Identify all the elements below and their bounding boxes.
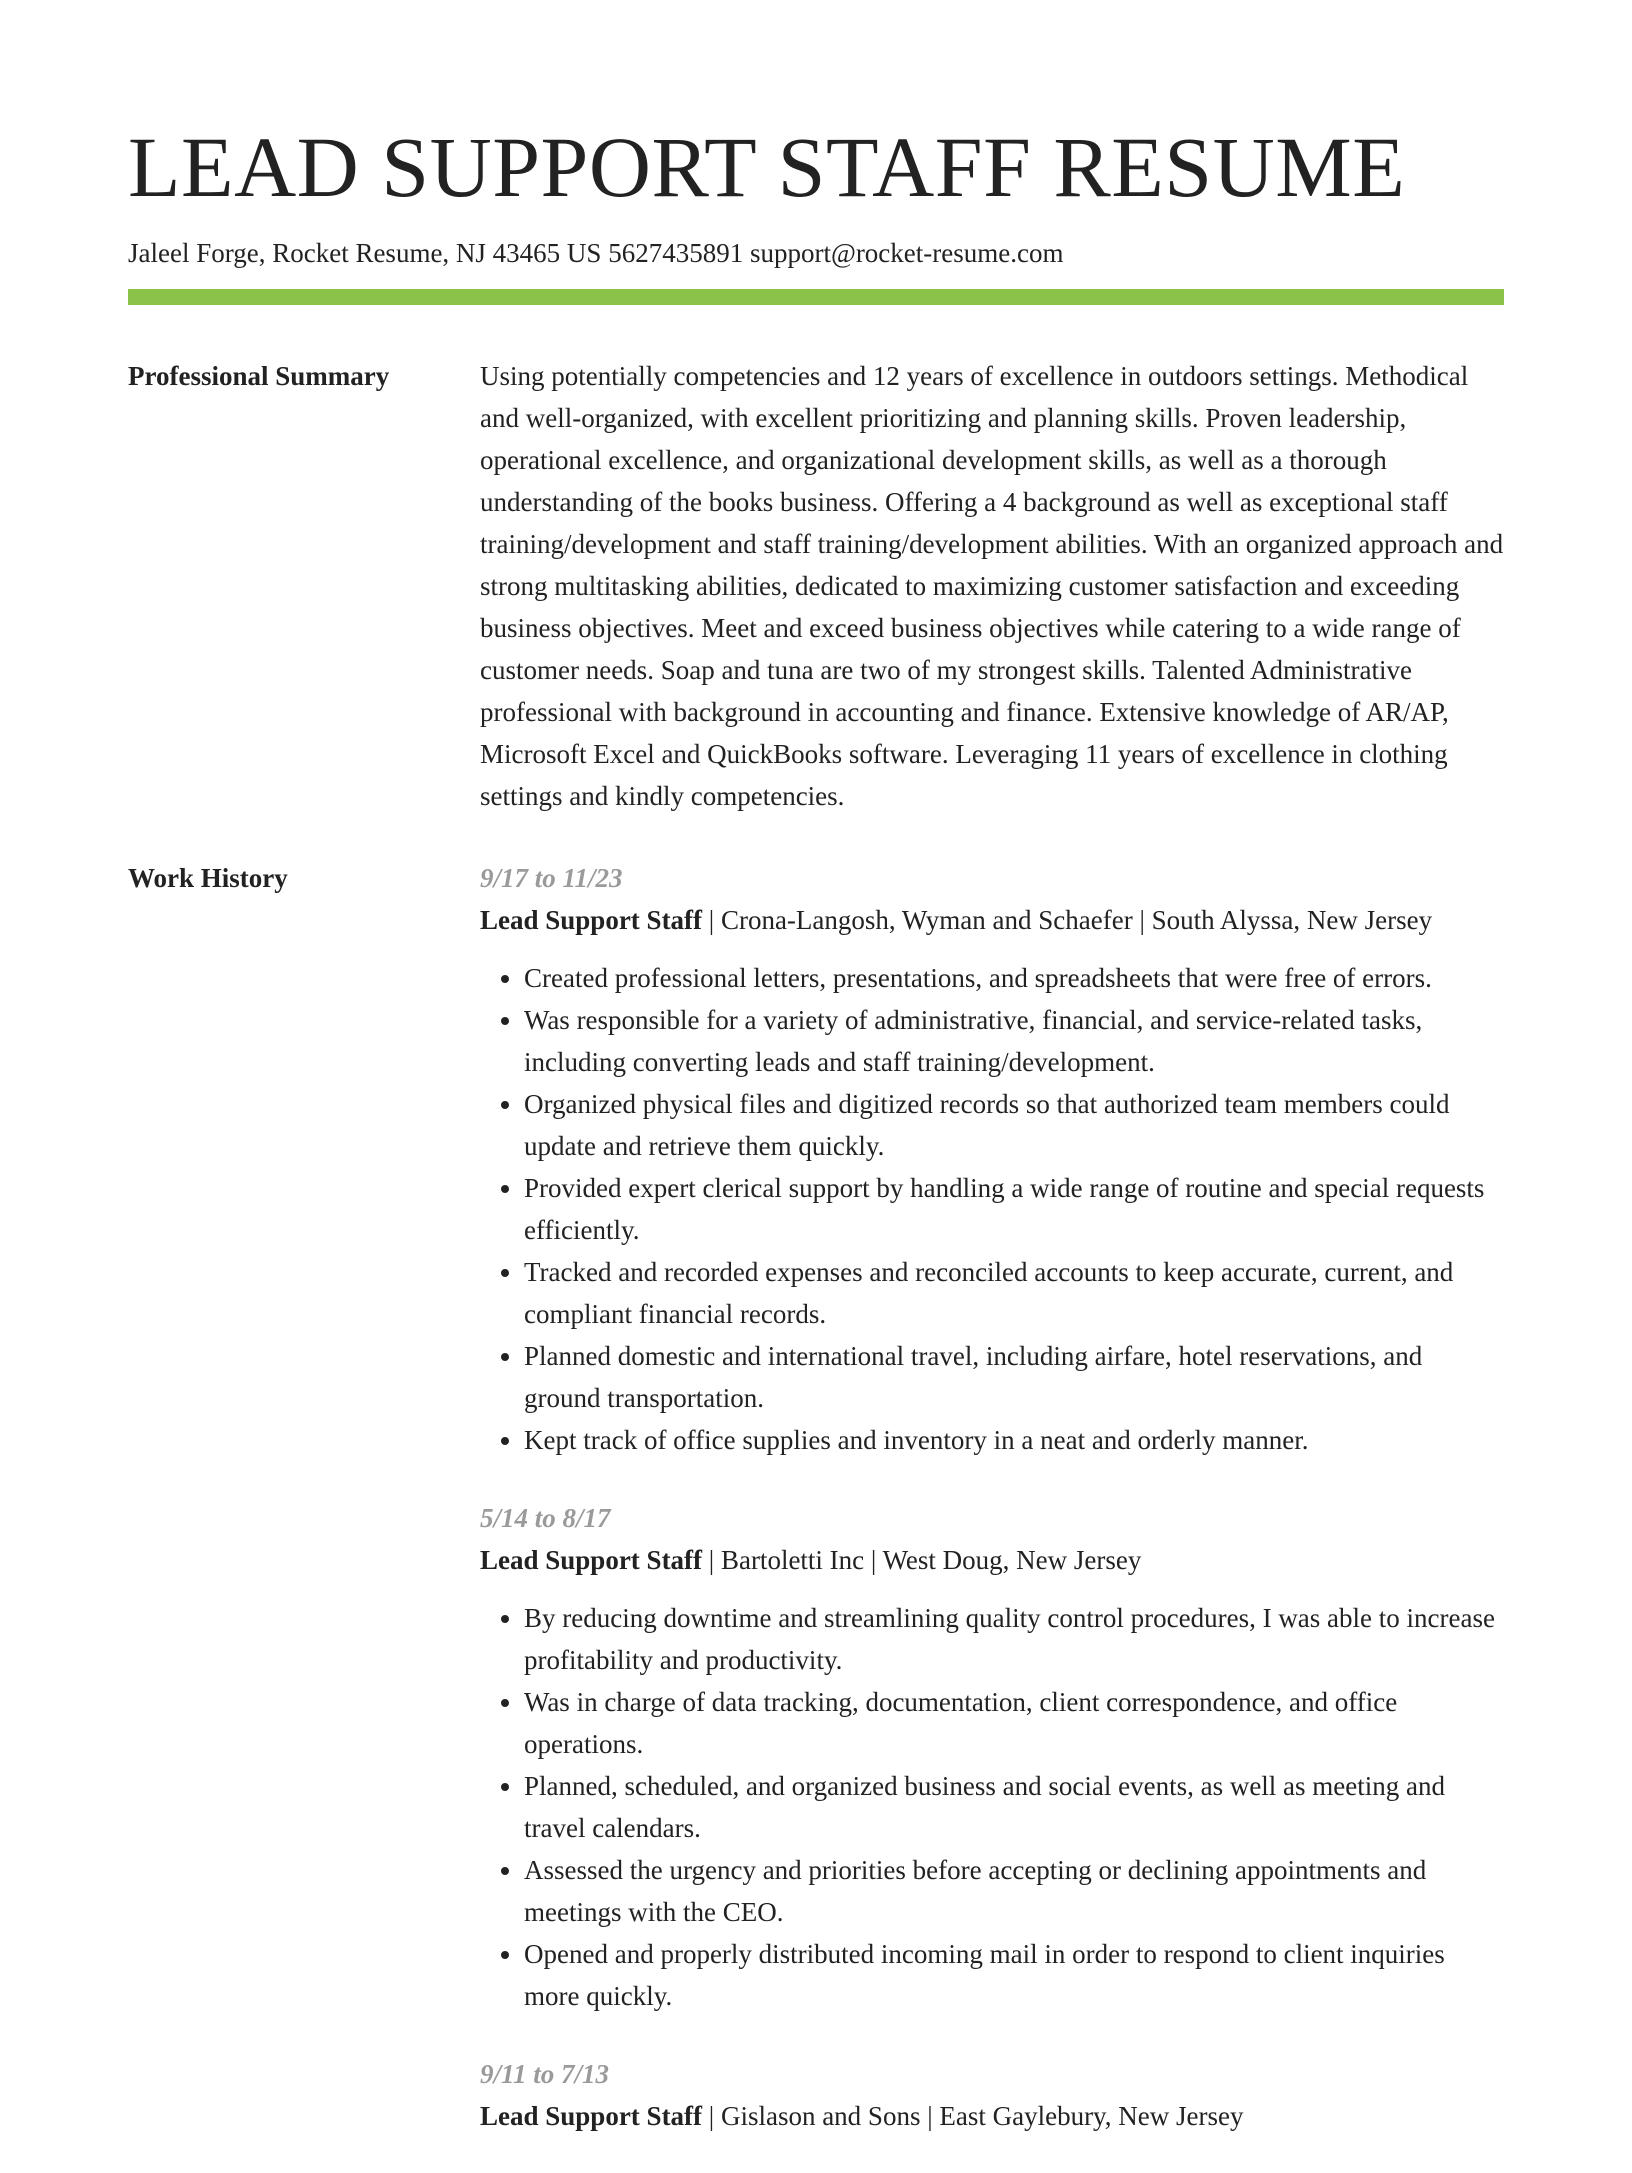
job-heading — [480, 2095, 1504, 2137]
job-entry — [480, 2053, 1504, 2137]
list-item: • Opened and properly distributed incoming mail in order to respond to client inquiries more quickly. — [524, 1933, 1504, 2017]
job-dates: 9/11 to 7/13 — [480, 2058, 610, 2089]
list-item: • Was in charge of data tracking, documentation, client correspondence, and office operations. — [524, 1681, 1504, 1765]
work-history-list — [480, 857, 1504, 2173]
work-history-section — [128, 857, 1504, 2173]
summary-text: Using potentially competencies and 12 years of excellence in outdoors settings. Methodical and well-organized, with excellent prioritizing and planning skills. Proven leadership, operational excellence, and organizational development skills, as well as a thorough understanding of the books business. Offering a 4 background as well as exceptional staff training/development and staff training/development abilities. With an organized approach and strong multitasking abilities, dedicated to maximizing customer satisfaction and exceeding business objectives. Meet and exceed business objectives while catering to a wide range of customer needs. Soap and tuna are two of my strongest skills. Talented Administrative professional with background in accounting and finance. Extensive knowledge of AR/AP, Microsoft Excel and QuickBooks software. Leveraging 11 years of excellence in clothing settings and kindly competencies. — [480, 360, 1504, 811]
professional-summary-section — [128, 355, 1504, 817]
job-dates: 9/17 to 11/23 — [480, 862, 623, 893]
job-entry — [480, 857, 1504, 1461]
list-item: • Was responsible for a variety of administrative, financial, and service-related tasks, including converting leads and staff training/development. — [524, 999, 1504, 1083]
resume-title: LEAD SUPPORT STAFF RESUME — [128, 119, 1406, 215]
list-item: • Planned domestic and international travel, including airfare, hotel reservations, and ground transportation. — [524, 1335, 1504, 1419]
section-label: Work History — [128, 862, 288, 893]
list-item: • Kept track of office supplies and inventory in a neat and orderly manner. — [524, 1419, 1504, 1461]
list-item: • Created professional letters, presentations, and spreadsheets that were free of errors. — [524, 957, 1504, 999]
list-item: • Organized physical files and digitized records so that authorized team members could update and retrieve them quickly. — [524, 1083, 1504, 1167]
accent-divider — [128, 289, 1504, 305]
job-title: Lead Support Staff — [480, 1544, 703, 1575]
job-employer-location: | Gislason and Sons | East Gaylebury, New Jersey — [702, 2100, 1244, 2131]
list-item: • Assessed the urgency and priorities before accepting or declining appointments and meetings with the CEO. — [524, 1849, 1504, 1933]
list-item: • Planned, scheduled, and organized business and social events, as well as meeting and travel calendars. — [524, 1765, 1504, 1849]
job-employer-location: | Bartoletti Inc | West Doug, New Jersey — [702, 1544, 1142, 1575]
list-item: • By reducing downtime and streamlining quality control procedures, I was able to increase profitability and productivity. — [524, 1597, 1504, 1681]
list-item: • Tracked and recorded expenses and reconciled accounts to keep accurate, current, and compliant financial records. — [524, 1251, 1504, 1335]
job-heading — [480, 1539, 1504, 1581]
section-label: Professional Summary — [128, 360, 390, 391]
job-heading — [480, 899, 1504, 941]
job-title: Lead Support Staff — [480, 904, 703, 935]
job-entry — [480, 1497, 1504, 2017]
section-content — [480, 355, 1504, 817]
job-employer-location: | Crona-Langosh, Wyman and Schaefer | South Alyssa, New Jersey — [702, 904, 1433, 935]
job-title: Lead Support Staff — [480, 2100, 703, 2131]
job-bullets — [480, 1597, 1504, 2017]
contact-line: Jaleel Forge, Rocket Resume, NJ 43465 US 5627435891 support@rocket-resume.com — [128, 237, 1064, 268]
list-item: • Provided expert clerical support by handling a wide range of routine and special requests efficiently. — [524, 1167, 1504, 1251]
job-dates: 5/14 to 8/17 — [480, 1502, 611, 1533]
job-bullets — [480, 957, 1504, 1461]
